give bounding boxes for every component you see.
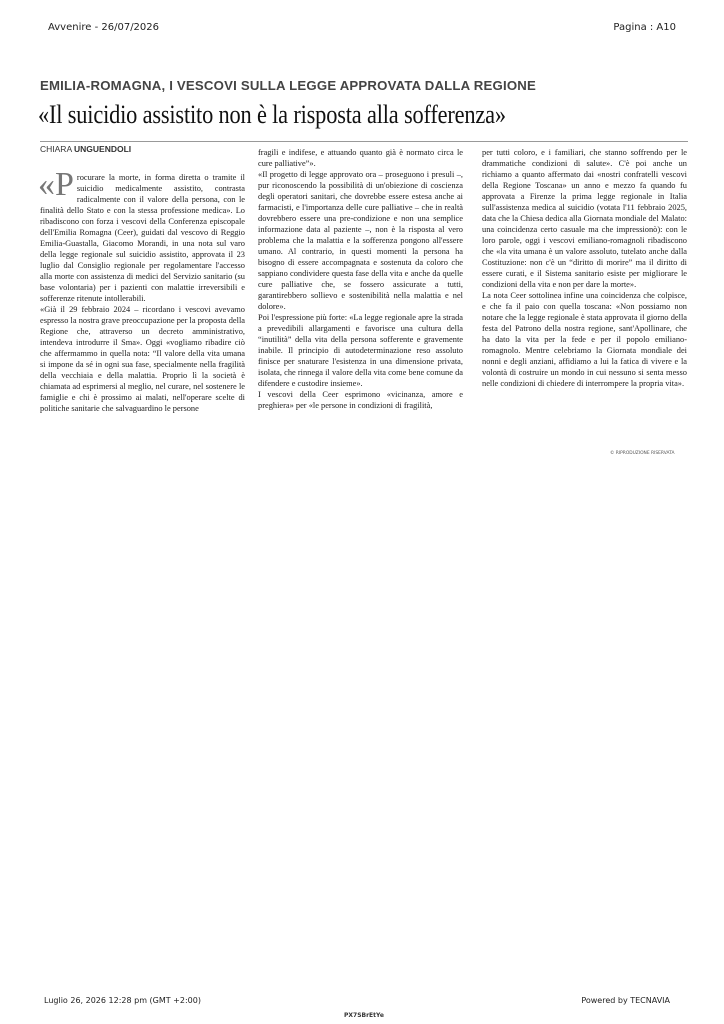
byline-first-name: CHIARA — [40, 144, 75, 154]
column-paragraph: I vescovi della Ceer esprimono «vicinanza, amore e preghiera» per «le persone in condizioni di fragilità, — [258, 390, 463, 410]
column-paragraph: Poi l'espressione più forte: «La legge regionale apre la strada a prevedibili allargamenti e favorisce una cultura della “inutilità” della vita della persona sofferente e gravemente inabile. Il principio di autodeterminazione reso assoluto finisce per snaturare l'esistenza in una dimensione privata, isolata, che rinnega il valore della vita come bene comune da difendere e custodire insieme». — [258, 313, 463, 388]
column-paragraph: per tutti coloro, e i familiari, che stanno soffrendo per le drammatiche condizioni di salute». C'è poi anche un richiamo a quanto affermato dai «nostri confratelli vescovi della Regione Toscana» un anno e mezzo fa quando fu approvata a Firenze la prima legge regionale in Italia sull'assistenza medica al suicidio (votata l'11 febbraio 2025, data che la Chiesa dedica alla Giornata mondiale del Malato: una coincidenza certo casuale ma che impressionò): con le loro parole, oggi i vescovi emiliano-romagnoli ribadiscono che «la vita umana è un valore assoluto, tutelato anche dalla Costituzione: non c'è un “diritto di morire” ma il diritto di essere curati, e il Sistema sanitario esiste per migliorare le condizioni della vita e non per dare la morte». — [482, 148, 687, 289]
article-byline — [40, 144, 131, 154]
column-paragraph: «Il progetto di legge approvato ora – proseguono i presuli –, pur riconoscendo la possibilità di un'obiezione di coscienza degli operatori sanitari, che dovrebbe essere estesa anche ai farmacisti, e l'importanza delle cure palliative – che in realtà dovrebbero essere una pre-condizione e non una semplice informazione data al paziente –, non è la risposta al vero problema che la malattia e la sofferenza pongono all'essere umano. Al contrario, in questi momenti la persona ha bisogno di essere accompagnata e sostenuta da coloro che sappiano condividere questa fase della vita e anche da quelle cure palliative che, se fossero assicurate a tutti, garantirebbero sollievo e sostenibilità nella malattia e nel dolore». — [258, 170, 463, 311]
footer-powered-by: Powered by TECNAVIA — [581, 996, 670, 1005]
drop-cap: «P — [38, 166, 74, 203]
newspaper-date-header: Avvenire - 26/07/2026 — [48, 22, 160, 33]
column-paragraph: rocurare la morte, in forma diretta o tramite il suicidio medicalmente assistito, contrasta radicalmente con il valore della persona, con le finalità dello Stato e con la stessa professione medica». Lo ribadiscono con forza i vescovi della Conferenza episcopale dell'Emilia Romagna (Ceer), guidati dal vescovo di Reggio Emilia-Guastalla, Giacomo Morandi, in una nota sul varo della legge regionale sul suicidio assistito, approvata il 23 luglio dal Consiglio regionale per regolamentare l'accesso alla morte con assistenza di medici del Servizio sanitario (su base volontaria) per i pazienti con malattie irreversibili e sofferenze ritenute intollerabili. — [40, 173, 245, 303]
footer-timestamp: Luglio 26, 2026 12:28 pm (GMT +2:00) — [44, 996, 201, 1005]
headline-divider — [40, 141, 688, 142]
byline-last-name: UNGUENDOLI — [74, 144, 132, 154]
page-number-header: Pagina : A10 — [613, 22, 676, 33]
copyright-notice: © RIPRODUZIONE RISERVATA — [610, 451, 675, 456]
column-paragraph: «Già il 29 febbraio 2024 – ricordano i vescovi avevamo espresso la nostra grave preoccupazione per la proposta della Regione che, attraverso un decreto amministrativo, intendeva introdurre il Sma». Oggi «vogliamo ribadire ciò che affermammo in quella nota: “Il valore della vita umana si impone da sé in ogni sua fase, specialmente nella fragilità della vecchiaia e della malattia. Proprio lì la società è chiamata ad esprimersi al meglio, nel curare, nel sostenere le famiglie e chi è prossimo ai malati, nell'operare scelte di politiche sanitarie che salvaguardino le persone — [40, 305, 245, 413]
footer-code: PX7SBrEtYe — [344, 1012, 384, 1019]
article-kicker: EMILIA-ROMAGNA, I VESCOVI SULLA LEGGE APPROVATA DALLA REGIONE — [40, 78, 536, 93]
column-paragraph: La nota Ceer sottolinea infine una coincidenza che colpisce, e che fa il paio con quella toscana: «Non possiamo non notare che la legge regionale è stata approvata il giorno della festa del Patrono della nostra regione, sant'Apollinare, che ha dato la vita per la fede e per il popolo emiliano-romagnolo. Mentre celebriamo la Giornata mondiale dei nonni e degli anziani, affidiamo a lui la fatica di vivere e la volontà di costruire un mondo in cui nessuno si senta messo nelle condizioni di chiedere di interrompere la propria vita». — [482, 291, 687, 388]
article-column-1 — [38, 166, 245, 414]
column-paragraph: fragili e indifese, e attuando quanto già è normato circa le cure palliative”». — [258, 148, 463, 168]
article-column-2 — [258, 147, 463, 411]
article-column-3 — [482, 147, 687, 389]
article-headline: «Il suicidio assistito non è la risposta alla sofferenza» — [38, 100, 506, 129]
